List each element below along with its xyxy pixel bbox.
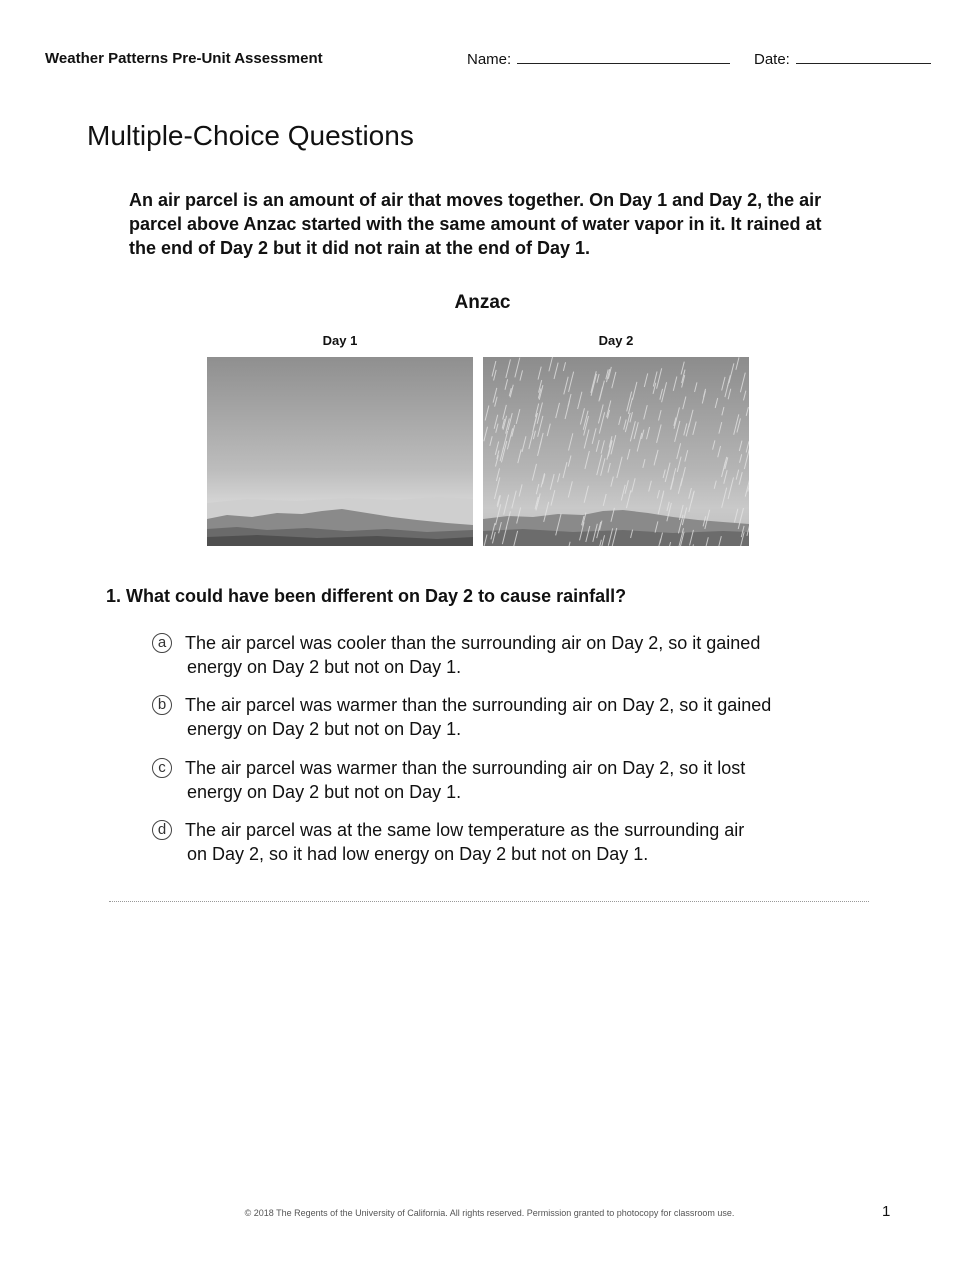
day1-clear-sky-photo — [207, 357, 473, 546]
day1-label: Day 1 — [322, 333, 358, 348]
day2-rain-photo — [483, 357, 749, 546]
choice-b[interactable] — [152, 693, 852, 743]
choice-d-line2: on Day 2, so it had low energy on Day 2 but not on Day 1. — [187, 844, 649, 864]
name-blank-line[interactable] — [517, 49, 730, 64]
page-number: 1 — [882, 1203, 891, 1220]
choice-b-bubble[interactable]: b — [152, 695, 172, 715]
date-blank-line[interactable] — [796, 49, 931, 64]
choice-a-line1: The air parcel was cooler than the surrounding air on Day 2, so it gained — [185, 633, 761, 653]
choice-b-line1: The air parcel was warmer than the surrounding air on Day 2, so it gained — [185, 695, 772, 715]
choice-c-bubble[interactable]: c — [152, 758, 172, 778]
choice-c-line1: The air parcel was warmer than the surrounding air on Day 2, so it lost — [185, 758, 746, 778]
section-divider — [109, 901, 869, 902]
assessment-title: Weather Patterns Pre-Unit Assessment — [45, 50, 323, 67]
figure-title: Anzac — [454, 292, 511, 313]
choice-c[interactable] — [152, 756, 852, 806]
day2-label: Day 2 — [598, 333, 634, 348]
choice-d-bubble[interactable]: d — [152, 820, 172, 840]
name-label: Name: — [467, 51, 512, 68]
date-field[interactable] — [754, 49, 931, 68]
choice-c-line2: energy on Day 2 but not on Day 1. — [187, 782, 462, 802]
choice-a[interactable] — [152, 631, 852, 681]
intro-paragraph: An air parcel is an amount of air that moves together. On Day 1 and Day 2, the air parcel above Anzac started with the same amount of water vapor in it. It rained at the end of Day 2 but it did not rain at the end of Day 1. — [129, 190, 822, 258]
choice-d[interactable] — [152, 818, 852, 868]
choice-a-bubble[interactable]: a — [152, 633, 172, 653]
choice-b-line2: energy on Day 2 but not on Day 1. — [187, 719, 462, 739]
section-title: Multiple-Choice Questions — [87, 120, 414, 151]
name-field[interactable] — [467, 49, 730, 68]
copyright-notice: © 2018 The Regents of the University of California. All rights reserved. Permission granted to photocopy for classroom use. — [244, 1208, 735, 1218]
choice-d-line1: The air parcel was at the same low temperature as the surrounding air — [185, 820, 745, 840]
question-1: 1. What could have been different on Day 2 to cause rainfall? — [106, 586, 627, 606]
choice-a-line2: energy on Day 2 but not on Day 1. — [187, 657, 462, 677]
date-label: Date: — [754, 51, 790, 68]
